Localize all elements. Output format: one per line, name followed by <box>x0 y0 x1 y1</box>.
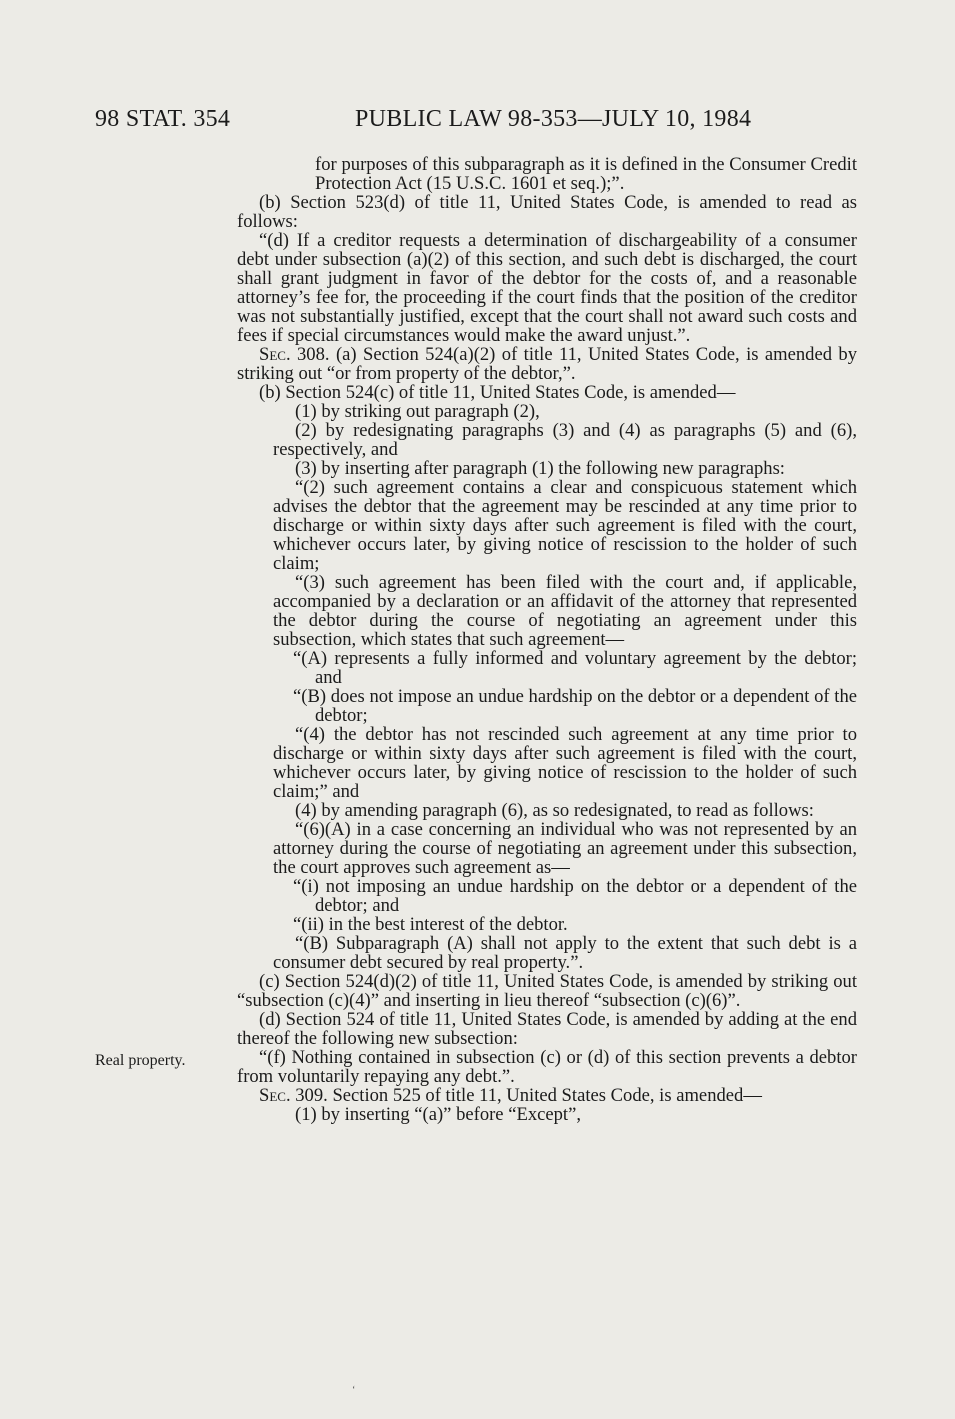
paragraph: (2) by redesignating paragraphs (3) and (4) as paragraphs (5) and (6), respectively, and <box>273 420 857 460</box>
section-label: Sec. <box>259 1085 291 1106</box>
paragraph: (b) Section 523(d) of title 11, United States Code, is amended to read as follows: <box>237 192 857 232</box>
paragraph: (1) by inserting “(a)” before “Except”, <box>295 1104 581 1125</box>
paragraph: “(2) such agreement contains a clear and conspicuous statement which advises the debtor that the agreement may be rescinded at any time prior to discharge or within sixty days after such agreement is filed with the court, whichever occurs later, by giving notice of rescission to the holder of such claim; <box>273 477 857 574</box>
scan-speck: ‘ <box>352 1385 356 1396</box>
paragraph: “(A) represents a fully informed and voluntary agreement by the debtor; and <box>293 648 857 688</box>
paragraph: (4) by amending paragraph (6), as so redesignated, to read as follows: <box>295 800 814 821</box>
paragraph: “(i) not imposing an undue hardship on the debtor or a dependent of the debtor; and <box>293 876 857 916</box>
paragraph: (b) Section 524(c) of title 11, United States Code, is amended— <box>259 382 736 403</box>
margin-note-real-property: Real property. <box>95 1052 186 1069</box>
paragraph: (3) by inserting after paragraph (1) the following new paragraphs: <box>295 458 785 479</box>
paragraph: “(B) does not impose an undue hardship on the debtor or a dependent of the debtor; <box>293 686 857 726</box>
paragraph: “(ii) in the best interest of the debtor. <box>293 914 568 935</box>
paragraph: 309. Section 525 of title 11, United States Code, is amended— <box>290 1085 762 1106</box>
section-label: Sec. <box>259 344 291 365</box>
paragraph: (1) by striking out paragraph (2), <box>295 401 540 422</box>
paragraph: “(3) such agreement has been filed with the court and, if applicable, accompanied by a declaration or an affidavit of the attorney that represented the debtor during the course of negotiating an agreement under this subsection, which states that such agreement— <box>273 572 857 650</box>
paragraph: (d) Section 524 of title 11, United States Code, is amended by adding at the end thereof the following new subsection: <box>237 1009 857 1049</box>
paragraph: (c) Section 524(d)(2) of title 11, United States Code, is amended by striking out “subsection (c)(4)” and inserting in lieu thereof “subsection (c)(6)”. <box>237 971 857 1011</box>
paragraph: for purposes of this subparagraph as it is defined in the Consumer Credit Protection Act (15 U.S.C. 1601 et seq.);”. <box>315 154 857 194</box>
section-309 <box>237 1086 857 1105</box>
section-308 <box>237 345 857 383</box>
paragraph: “(6)(A) in a case concerning an individual who was not represented by an attorney during the course of negotiating an agreement under this subsection, the court approves such agreement as— <box>273 819 857 878</box>
statute-page-number: 98 STAT. 354 <box>95 106 231 132</box>
paragraph: “(d) If a creditor requests a determination of dischargeability of a consumer debt under subsection (a)(2) of this section, and such debt is discharged, the court shall grant judgment in favor of the debtor for the costs of, and a reasonable attorney’s fee for, the proceeding if the court finds that the position of the creditor was not substantially justified, except that the court shall not award such costs and fees if special circumstances would make the award unjust.”. <box>237 230 857 346</box>
paragraph: “(B) Subparagraph (A) shall not apply to the extent that such debt is a consumer debt secured by real property.”. <box>273 933 857 973</box>
paragraph: “(f) Nothing contained in subsection (c) or (d) of this section prevents a debtor from voluntarily repaying any debt.”. <box>237 1047 857 1087</box>
paragraph: “(4) the debtor has not rescinded such agreement at any time prior to discharge or within sixty days after such agreement is filed with the court, whichever occurs later, by giving notice of rescission to the holder of such claim;” and <box>273 724 857 802</box>
statute-body <box>237 155 857 1124</box>
paragraph: 308. (a) Section 524(a)(2) of title 11, United States Code, is amended by striking out “or from property of the debtor,”. <box>237 344 857 384</box>
running-head: PUBLIC LAW 98-353—JULY 10, 1984 <box>355 106 752 132</box>
